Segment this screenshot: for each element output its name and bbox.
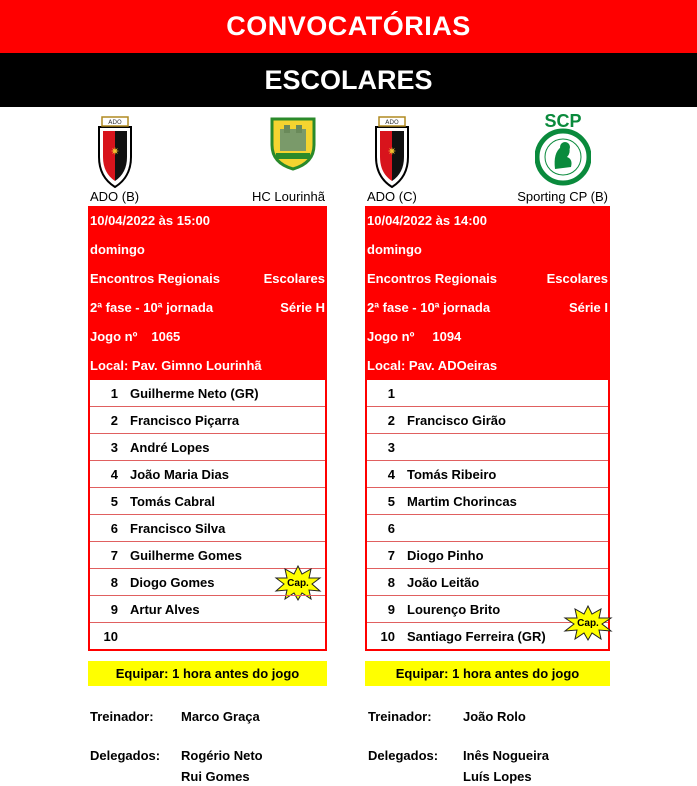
coach-label: Treinador:: [90, 709, 154, 724]
logos-row: [88, 107, 327, 189]
table-row: 8 João Leitão: [367, 568, 608, 595]
home-team: ADO (C): [367, 189, 417, 204]
svg-text:Cap.: Cap.: [577, 618, 599, 629]
teams-row: [365, 189, 610, 206]
table-row: 6: [367, 514, 608, 541]
table-row: 7 Diogo Pinho: [367, 541, 608, 568]
player-name: Diogo Gomes: [130, 574, 215, 590]
phase: 2ª fase - 10ª jornada: [90, 300, 214, 315]
table-row: 6 Francisco Silva: [90, 514, 325, 541]
coach-name: Marco Graça: [181, 709, 260, 724]
player-roster: [365, 380, 610, 651]
table-row: 8 Diogo Gomes Cap.: [90, 568, 325, 595]
player-name: Lourenço Brito: [407, 601, 501, 617]
player-name: André Lopes: [130, 439, 210, 455]
svg-text:Cap.: Cap.: [287, 578, 309, 589]
page-title: CONVOCATÓRIAS: [226, 11, 471, 41]
player-name: João Leitão: [407, 574, 480, 590]
game-number: 1094: [432, 329, 462, 344]
table-row: 1 Guilherme Neto (GR): [110, 385, 259, 401]
table-row: 3 André Lopes: [90, 433, 325, 460]
ado-crest-icon: [370, 113, 414, 189]
svg-text:✷: ✷: [387, 145, 397, 158]
hc-lourinha-crest-icon: [268, 115, 318, 171]
match-info: [88, 206, 327, 380]
player-name: Tomás Ribeiro: [407, 466, 497, 482]
away-team: HC Lourinhã: [252, 189, 325, 204]
teams-row: [88, 189, 327, 206]
game-number-label: Jogo nº: [90, 329, 138, 344]
category: Escolares: [263, 271, 325, 286]
match-datetime: 10/04/2022 às 15:00: [90, 213, 210, 228]
delegate-name: Rogério Neto: [181, 748, 263, 763]
category: Escolares: [546, 271, 608, 286]
table-row: 7 Guilherme Gomes: [90, 541, 325, 568]
table-row: 5 Tomás Cabral: [90, 487, 325, 514]
table-row: 9 Artur Alves: [90, 595, 325, 622]
match-weekday: domingo: [367, 242, 422, 257]
coach-name: João Rolo: [463, 709, 526, 724]
sporting-crest-icon: [535, 109, 591, 187]
game-card-left: [88, 107, 327, 651]
series: Série H: [280, 300, 325, 315]
player-name: Francisco Silva: [130, 520, 226, 536]
table-row: 3: [367, 433, 608, 460]
player-name: Francisco Girão: [407, 412, 506, 428]
player-name: Santiago Ferreira (GR): [407, 628, 546, 644]
match-location: Local: Pav. Gimno Lourinhã: [90, 358, 262, 373]
equip-note-left: Equipar: 1 hora antes do jogo: [88, 661, 327, 686]
player-name: João Maria Dias: [130, 466, 229, 482]
delegate-name: Inês Nogueira: [463, 748, 549, 763]
home-team: ADO (B): [90, 189, 140, 204]
coach-label: Treinador:: [368, 709, 432, 724]
ado-crest-icon: [93, 113, 137, 189]
equip-note-right: Equipar: 1 hora antes do jogo: [365, 661, 610, 686]
phase: 2ª fase - 10ª jornada: [367, 300, 491, 315]
player-name: Martim Chorincas: [407, 493, 517, 509]
away-team: Sporting CP (B): [517, 189, 608, 204]
match-info: [365, 206, 610, 380]
series: Série I: [568, 300, 608, 315]
game-number: 1065: [151, 329, 181, 344]
table-row: 4 João Maria Dias: [90, 460, 325, 487]
subtitle-banner: [0, 53, 697, 107]
delegates-label: Delegados:: [368, 748, 439, 763]
player-name: Guilherme Neto (GR): [130, 385, 259, 401]
player-name: Francisco Piçarra: [130, 412, 240, 428]
table-row: 9 Lourenço Brito: [367, 595, 608, 622]
match-datetime: 10/04/2022 às 14:00: [367, 213, 487, 228]
table-row: 2 Francisco Girão: [367, 406, 608, 433]
page-subtitle: ESCOLARES: [264, 64, 433, 95]
title-banner: [0, 0, 697, 53]
competition: Encontros Regionais: [367, 271, 498, 286]
svg-text:ADO: ADO: [385, 119, 399, 126]
player-name: Guilherme Gomes: [130, 547, 242, 563]
table-row: 1: [387, 385, 395, 401]
player-name: Tomás Cabral: [130, 493, 216, 509]
table-row: 2 Francisco Piçarra: [90, 406, 325, 433]
svg-text:✷: ✷: [110, 145, 120, 158]
captain-badge-icon: [563, 605, 613, 641]
svg-text:SCP: SCP: [544, 111, 582, 131]
table-row: 5 Martim Chorincas: [367, 487, 608, 514]
game-card-right: [365, 107, 610, 651]
svg-text:ADO: ADO: [108, 119, 122, 126]
delegates-label: Delegados:: [90, 748, 161, 763]
delegate-name: Luís Lopes: [463, 769, 532, 784]
player-name: Artur Alves: [130, 601, 200, 617]
table-row: 10: [90, 622, 325, 649]
logos-row: [365, 107, 610, 189]
game-number-label: Jogo nº: [367, 329, 415, 344]
match-location: Local: Pav. ADOeiras: [367, 358, 498, 373]
delegate-name: Rui Gomes: [181, 769, 250, 784]
table-row: 4 Tomás Ribeiro: [367, 460, 608, 487]
competition: Encontros Regionais: [90, 271, 221, 286]
table-row: 10 Santiago Ferreira (GR) Cap.: [367, 622, 608, 649]
player-roster: [88, 380, 327, 651]
match-weekday: domingo: [90, 242, 145, 257]
player-name: Diogo Pinho: [407, 547, 484, 563]
